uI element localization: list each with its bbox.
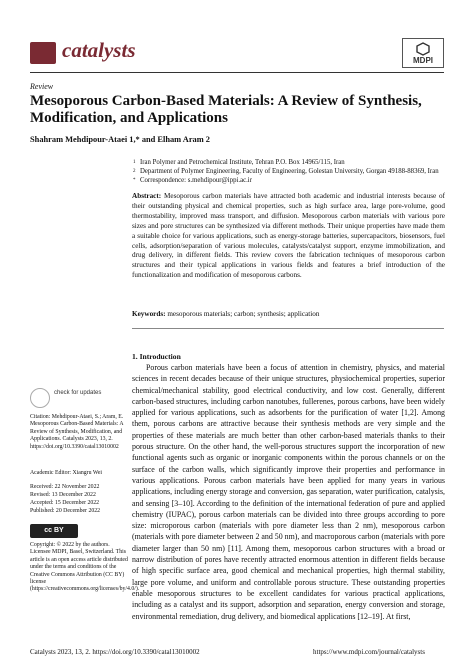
header-rule [30,72,444,73]
copyright-notice: Copyright: © 2022 by the authors. Licensee MDPI, Basel, Switzerland. This article is an open access article distributed under the terms and conditions of the Creative Commons Attribution (CC BY) license (https://creativecommons.org/licenses/by/4.0/). [30,542,140,593]
received-date: Received: 22 November 2022 [30,484,100,490]
correspondence: * Correspondence: s.mehdipour@ippi.ac.ir [133,177,252,184]
author-list: Shahram Mehdipour-Ataei 1,* and Elham Aram 2 [30,135,210,144]
footer-journal-link[interactable]: https://www.mdpi.com/journal/catalysts [313,648,425,656]
journal-name: catalysts [62,38,136,62]
publisher-logo [402,38,444,68]
keywords: Keywords: mesoporous materials; carbon; synthesis; application [132,310,320,318]
accepted-date: Accepted: 15 December 2022 [30,500,100,506]
academic-editor: Academic Editor: Xiangru Wei [30,470,103,476]
affiliation-2: 2 Department of Polymer Engineering, Faculty of Engineering, Golestan University, Gorgan 49188-88369, Iran [133,168,439,175]
check-updates-label: check for updates [54,390,102,396]
journal-logo-icon [30,42,56,64]
article-title: Mesoporous Carbon-Based Materials: A Review of Synthesis, Modification, and Applications [30,93,422,126]
check-for-updates-button[interactable] [30,388,118,408]
intro-paragraph: Porous carbon materials have been a focus of attention in chemistry, physics, and material sciences in recent decades because of their unique structures, physiochemical properties, superior chemical/mechanical stability, good electrical conductivity, and low cost. Generally, different carbon-based structures, including carbon nanotubes, fullerenes, porous carbons, have been widely applied for various applications, such as adsorbents for the purification of water [1,2]. Among them, porous carbons are attractive because their synthesis methods are very simple and the properties of these materials are much better than other carbon-based materials thanks to their porous structure. On the other hand, the well-porous structures support the incorporation of new functional agents such as organic or inorganic components within the porous channels or on the surface of the carbon walls, which significantly improve their properties and performance in various applications. Porous carbon materials have been applied for many years in various applications, including energy storage and conversion, gas separation, water purification, catalysis, and sensing [3–10]. According to the definition of the international federation of pure and applied chemistry (IUPAC), porous carbon materials can be divided into three groups according to pore size: microporous carbon (materials with pore diameter less than 2 nm), mesoporous carbon (materials with pore diameter between 2 and 50 nm), and macroporous carbon (materials with pore diameter larger than 50 nm) [11]. Among them, mesoporous carbon structures with a broad or narrow distribution of pores have recently attracted enormous attention in different fields because of high specific surface area, good chemical and mechanical properties, high thermal stability, large pore volume, and uniform and controllable porous structure. These outstanding properties enable mesoporous structures to be excellent candidates for various practical applications, including as a catalyst and its support, adsorption and separation, energy conversion and storage, environmental remediation, drug delivery, and biomedical applications [12–19]. At first, [132,363,445,621]
abstract-rule [132,328,444,329]
article-type: Review [30,82,54,91]
abstract: Abstract: Mesoporous carbon materials have attracted both academic and industrial interests because of their outstanding physical and chemical properties, such as high surface area, large pore-volume, good thermostability, improved mass transport, and diffusion. Mesoporous carbon materials with various pore sizes and pore structures can be synthesized via different methods. Their unique properties have made them a suitable choice for various applications, such as energy-storage batteries, supercapacitors, biosensors, fuel cells, adsorption/separation of various molecules, catalysts/catalyst support, enzyme immobilization, and drug delivery, in different fields. This review covers the fabrication techniques of mesoporous carbon structures and their typical applications in various fields and features a brief introduction of the functionalization and modification of mesoporous carbons. [132,192,446,280]
footer-citation: Catalysts 2023, 13, 2. https://doi.org/10.3390/catal13010002 [30,648,200,656]
check-updates-icon [30,388,50,408]
affiliation-1: 1 Iran Polymer and Petrochemical Institute, Tehran P.O. Box 14965/115, Iran [133,159,345,166]
published-date: Published: 20 December 2022 [30,508,101,514]
citation: Citation: Mehdipour-Ataei, S.; Aram, E. Mesoporous Carbon-Based Materials: A Review of Synthesis, Modification, and Applications. Catalysts 2023, 13, 2. https://doi.org/10.3390/catal13010002 [30,414,124,450]
section-heading: 1. Introduction [132,352,181,361]
publisher-name: MDPI [413,56,433,65]
revised-date: Revised: 13 December 2022 [30,492,96,498]
mdpi-hexagon-icon [415,42,431,56]
cc-by-license-badge[interactable]: cc BY [30,524,78,538]
